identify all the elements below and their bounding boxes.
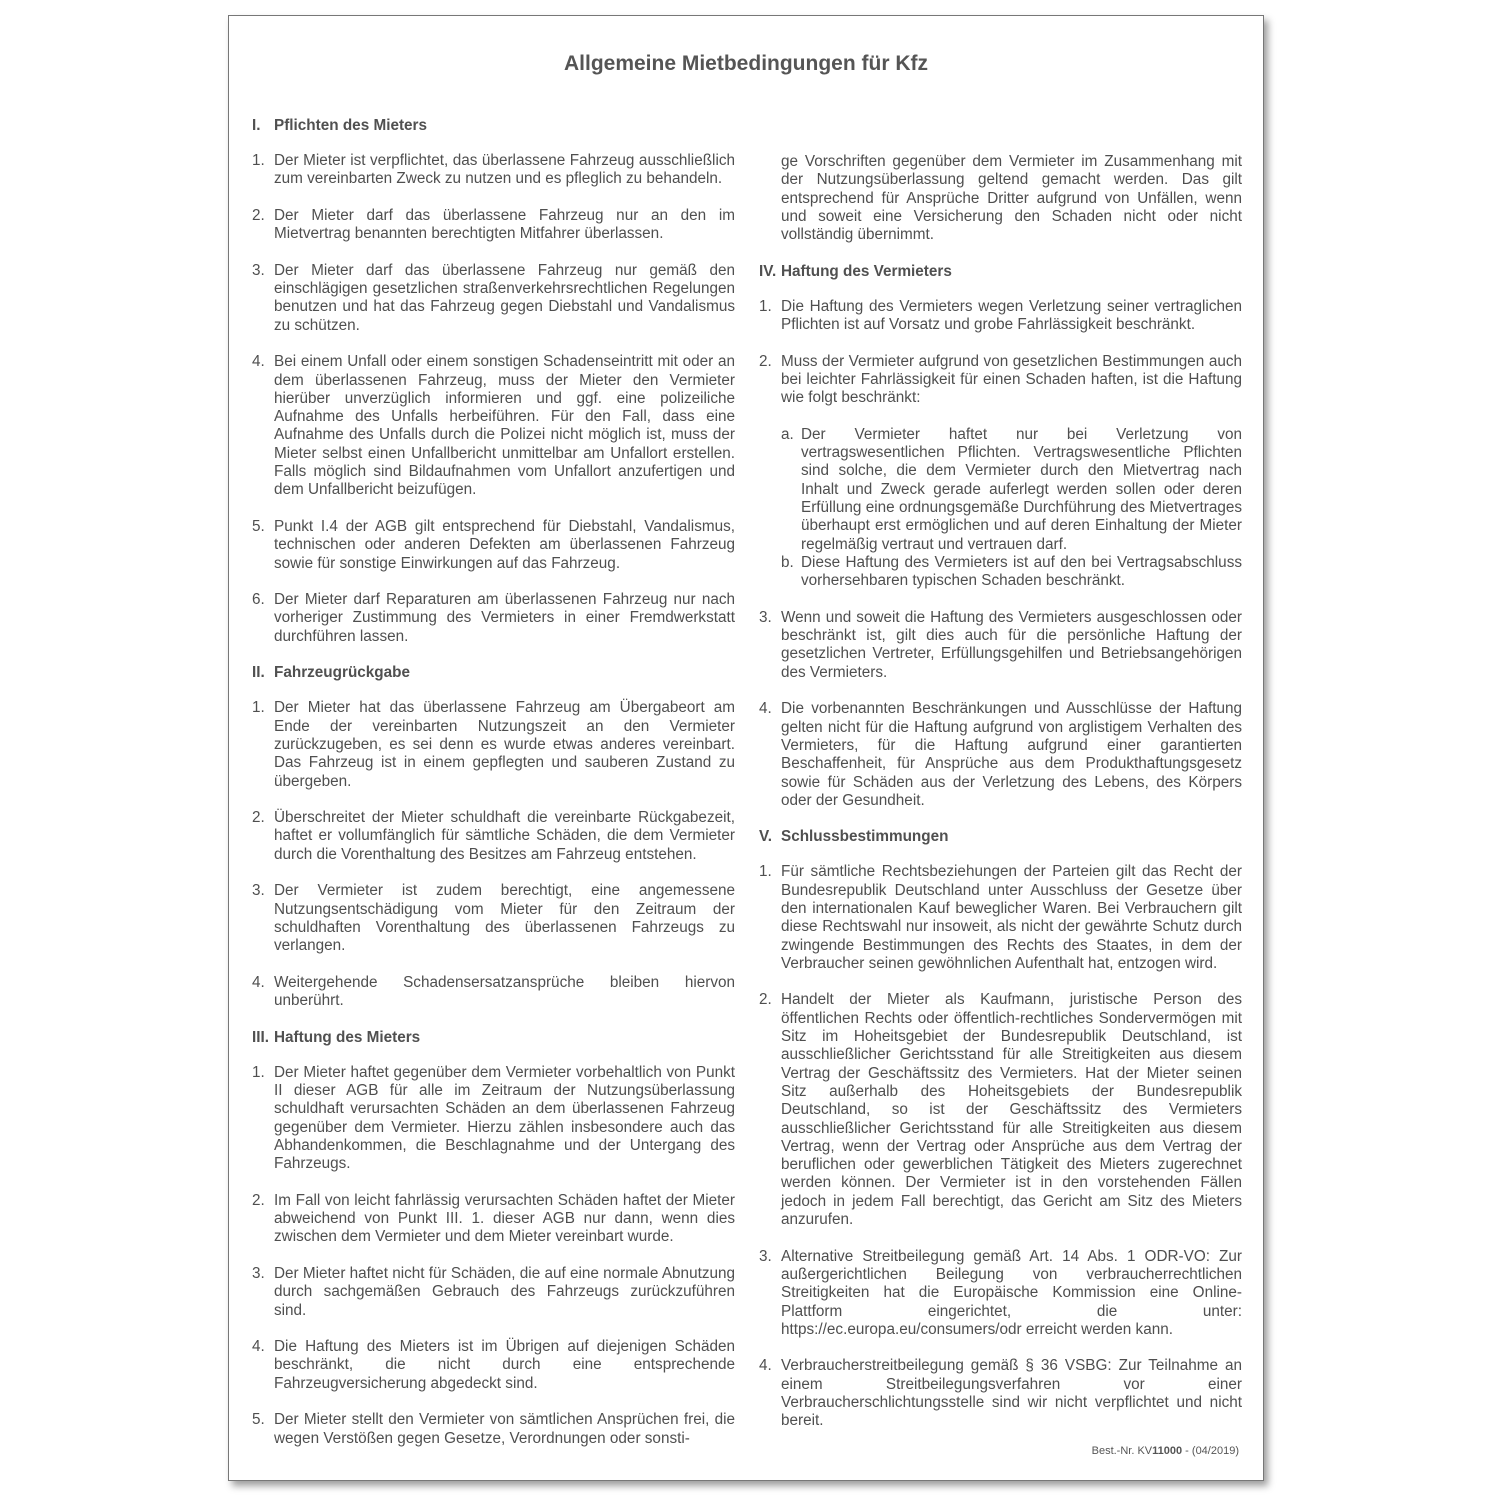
clause-3-4: 4. Die Haftung des Mieters ist im Übrigen auf diejenigen Schäden beschränkt, die nicht durch eine entsprechende Fahrzeugversicherung abgedeckt sind. [252,1338,735,1392]
clause-1-1: 1. Der Mieter ist verpflichtet, das überlassene Fahrzeug ausschließlich zum vereinbarten Zweck zu nutzen und es pfleglich zu behandeln. [252,152,735,188]
document-page [228,15,1264,1481]
right-column [759,153,1242,1449]
clause-5-2: 2. Handelt der Mieter als Kaufmann, juristische Person des öffentlichen Rechts oder öffentlich-rechtliches Sondervermögen mit Sitz im Hoheitsgebiet der Bundesrepublik Deutschland, ist ausschließlicher Gerichtsstand für alle Streitigkeiten aus diesem Vertrag der Geschäftssitz des Vermieters. Hat der Mieter seinen Sitz außerhalb des Hoheitsgebiets der Bundesrepublik Deutschland, so ist der Geschäftssitz des Vermieters ausschließlicher Gerichtsstand für alle Streitigkeiten aus diesem Vertrag, wenn der Vertrag oder Ansprüche aus dem Vertrag der beruflichen oder gewerblichen Tätigkeit des Mieters zugerechnet werden können. Der Vermieter ist in den vorstehenden Fällen jedoch in jedem Fall berechtigt, das Gericht am Sitz des Mieters anzurufen. [759,991,1242,1229]
clause-1-4: 4. Bei einem Unfall oder einem sonstigen Schadenseintritt mit oder an dem überlassenen Fahrzeug, muss der Mieter den Vermieter hierüber unverzüglich informieren und ggf. eine polizeiliche Aufnahme des Unfalls herbeiführen. Für den Fall, dass eine Aufnahme des Unfalls durch die Polizei nicht möglich ist, muss der Mieter selbst einen Unfallbericht unmittelbar am Unfallort erstellen. Falls möglich sind Bildaufnahmen vom Unfallort anzufertigen und dem Unfallbericht beizufügen. [252,353,735,499]
section-heading-3: III. Haftung des Mieters [252,1028,421,1046]
clause-4-2-a: a. Der Vermieter haftet nur bei Verletzung von vertragswesentlichen Pflichten. Vertragswesentliche Pflichten sind solche, die dem Vermieter durch den Mietvertrag nach Inhalt und Zweck gerade auferlegt werden sollen oder deren Erfüllung eine ordnungsgemäße Durchführung des Mietvertrages überhaupt erst ermöglichen und auf deren Einhaltung der Mieter regelmäßig vertraut und vertrauen darf. [781,425,1242,553]
left-column [252,117,735,1448]
clause-3-2: 2. Im Fall von leicht fahrlässig verursachten Schäden haftet der Mieter abweichend von Punkt III. 1. dieser AGB nur dann, wenn dies zwischen dem Vermieter und dem Mieter vereinbart wurde. [252,1191,735,1246]
clause-3-5-continued: ge Vorschriften gegenüber dem Vermieter im Zusammenhang mit der Nutzungsüberlassung geltend gemacht werden. Das gilt entsprechend für Ansprüche Dritter aufgrund von Unfällen, wenn und soweit eine Versicherung den Schaden nicht oder nicht vollständig übernimmt. [781,153,1242,244]
clause-1-2: 2. Der Mieter darf das überlassene Fahrzeug nur an den im Mietvertrag benannten berechtigten Mitfahrer überlassen. [252,206,735,243]
section-heading-5: V. Schlussbestimmungen [759,828,949,846]
clause-1-5: 5. Punkt I.4 der AGB gilt entsprechend für Diebstahl, Vandalismus, technischen oder anderen Defekten am überlassenen Fahrzeug sowie für sonstige Einwirkungen auf das Fahrzeug. [252,517,735,572]
clause-5-4: 4. Verbraucherstreitbeilegung gemäß § 36 VSBG: Zur Teilnahme an einem Streitbeilegungsverfahren vor einer Verbraucherschlichtungsstelle sind wir nicht verpflichtet und nicht bereit. [759,1357,1242,1430]
clause-2-2: 2. Überschreitet der Mieter schuldhaft die vereinbarte Rückgabezeit, haftet er vollumfänglich für sämtliche Schäden, die dem Vermieter durch die Vorenthaltung des Besitzes am Fahrzeug entstehen. [252,809,735,863]
section-heading-4: IV. Haftung des Vermieters [759,262,952,280]
clause-4-2-b: b. Diese Haftung des Vermieters ist auf den bei Vertragsabschluss vorhersehbaren typischen Schaden beschränkt. [781,553,1242,590]
clause-1-6: 6. Der Mieter darf Reparaturen am überlassenen Fahrzeug nur nach vorheriger Zustimmung des Vermieters in einer Fremdwerkstatt durchführen lassen. [252,591,735,645]
clause-5-3: 3. Alternative Streitbeilegung gemäß Art. 14 Abs. 1 ODR-VO: Zur außergerichtlichen Beilegung von verbraucherrechtlichen Streitigkeiten hat die Europäische Kommission eine Online-Plattform eingerichtet, die unter: https://ec.europa.eu/consumers/odr erreicht werden kann. [759,1247,1242,1338]
clause-4-4: 4. Die vorbenannten Beschränkungen und Ausschlüsse der Haftung gelten nicht für die Haftung aufgrund von arglistigem Verhalten des Vermieters, für die Haftung aufgrund einer garantierten Beschaffenheit, für Ansprüche aus dem Produkthaftungsgesetz sowie für Schäden aus der Verletzung des Lebens, des Körpers oder der Gesundheit. [759,700,1242,809]
clause-4-2: 2. Muss der Vermieter aufgrund von gesetzlichen Bestimmungen auch bei leichter Fahrlässigkeit für einen Schaden haften, ist die Haftung wie folgt beschränkt: [759,352,1242,407]
clause-3-3: 3. Der Mieter haftet nicht für Schäden, die auf eine normale Abnutzung durch sachgemäßen Gebrauch des Fahrzeugs zurückzuführen sind. [252,1264,735,1319]
clause-2-1: 1. Der Mieter hat das überlassene Fahrzeug am Übergabeort am Ende der vereinbarten Nutzungszeit an den Vermieter zurückzugeben, es sei denn es wurde etwas anderes vereinbart. Das Fahrzeug ist in einem gepflegten und sauberen Zustand zu übergeben. [252,699,735,790]
clause-2-3: 3. Der Vermieter ist zudem berechtigt, eine angemessene Nutzungsentschädigung vom Mieter für den Zeitraum der schuldhaften Vorenthaltung des überlassenen Fahrzeugs zu verlangen. [252,882,735,955]
clause-5-1: 1. Für sämtliche Rechtsbeziehungen der Parteien gilt das Recht der Bundesrepublik Deutschland unter Ausschluss der Gesetze über den internationalen Kauf beweglicher Waren. Bei Verbrauchern gilt diese Rechtswahl nur insoweit, als nicht der gewährte Schutz durch zwingende Bestimmungen des Rechts des Staates, in dem der Verbraucher seinen gewöhnlichen Aufenthalt hat, entzogen wird. [759,863,1242,972]
document-title: Allgemeine Mietbedingungen für Kfz [563,52,928,75]
section-heading-1: I. Pflichten des Mieters [252,117,428,134]
order-number: Best.-Nr. KV11000 - (04/2019) [1091,1445,1239,1457]
section-heading-2: II. Fahrzeugrückgabe [252,664,411,682]
clause-4-1: 1. Die Haftung des Vermieters wegen Verletzung seiner vertraglichen Pflichten ist auf Vorsatz und grobe Fahrlässigkeit beschränkt. [759,297,1242,334]
clause-3-5: 5. Der Mieter stellt den Vermieter von sämtlichen Ansprüchen frei, die wegen Verstößen gegen Gesetze, Verordnungen oder sonsti- [252,1411,735,1447]
clause-1-3: 3. Der Mieter darf das überlassene Fahrzeug nur gemäß den einschlägigen gesetzlichen straßenverkehrsrechtlichen Regelungen benutzen und hat das Fahrzeug gegen Diebstahl und Vandalismus zu schützen. [252,261,735,334]
clause-3-1: 1. Der Mieter haftet gegenüber dem Vermieter vorbehaltlich von Punkt II dieser AGB für alle im Zeitraum der Nutzungsüberlassung schuldhaft verursachten Schäden an dem überlassenen Fahrzeug gegenüber dem Vermieter. Hierzu zählen insbesondere auch das Abhandenkommen, die Beschlagnahme und der Untergang des Fahrzeugs. [252,1063,735,1173]
clause-4-3: 3. Wenn und soweit die Haftung des Vermieters ausgeschlossen oder beschränkt ist, gilt dies auch für die persönliche Haftung der gesetzlichen Vertreter, Erfüllungsgehilfen und Betriebsangehörigen des Vermieters. [759,608,1242,681]
clause-2-4: 4. Weitergehende Schadensersatzansprüche bleiben hiervon unberührt. [252,973,735,1010]
